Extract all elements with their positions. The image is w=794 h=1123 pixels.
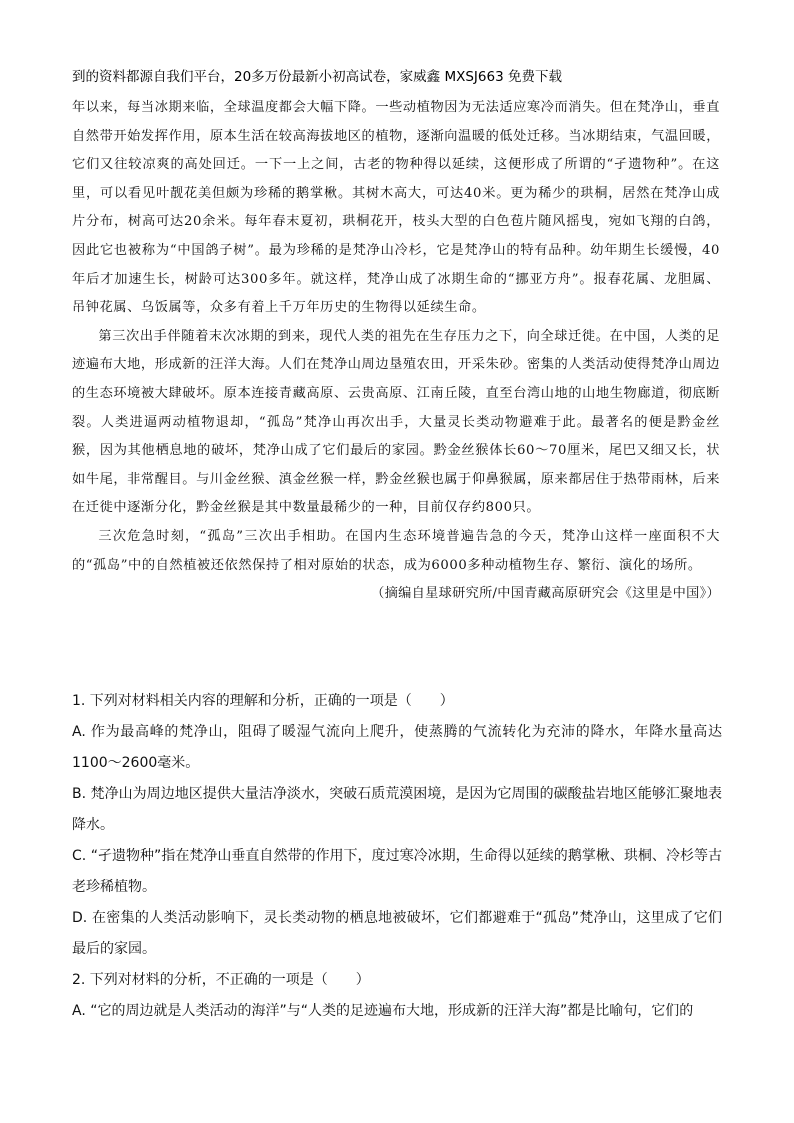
question-1-option-d: D. 在密集的人类活动影响下，灵长类动物的栖息地被破坏，它们都避难于“孤岛”梵净山，这里成了它们最后的家园。: [72, 910, 722, 957]
article-paragraph: 年以来，每当冰期来临，全球温度都会大幅下降。一些动植物因为无法适应寒冷而消失。但在梵净山，垂直自然带开始发挥作用，原本生活在较高海拔地区的植物，逐渐向温暖的低处迁移。当冰期结束，气温回暖，它们又往较凉爽的高处回迁。一下一上之间，古老的物种得以延续，这便形成了所谓的“孑遗物种”。在这里，可以看见叶靓花美但颇为珍稀的鹅掌楸。其树木高大，可达40米。更为稀少的珙桐，居然在梵净山成片分布，树高可达20余米。每年春末夏初，珙桐花开，枝头大型的白色苞片随风摇曳，宛如飞翔的白鸽，因此它也被称为“中国鸽子树”。最为珍稀的是梵净山冷杉，它是梵净山的特有品种。幼年期生长缓慢，40年后才加速生长，树龄可达300多年。就这样，梵净山成了冰期生命的“挪亚方舟”。报春花属、龙胆属、吊钟花属、乌饭属等，众多有着上千万年历史的生物得以延续生命。: [72, 100, 721, 316]
question-1-option-c: C. “孑遗物种”指在梵净山垂直自然带的作用下，度过寒冷冰期，生命得以延续的鹅掌楸、珙桐、冷杉等古老珍稀植物。: [72, 848, 722, 895]
question-1-option-b: B. 梵净山为周边地区提供大量洁净淡水，突破石质荒漠困境，是因为它周围的碳酸盐岩地区能够汇聚地表降水。: [72, 786, 722, 833]
question-2-option-a: A. “它的周边就是人类活动的海洋”与“人类的足迹遍布大地，形成新的汪洋大海”都是比喻句，它们的: [72, 1003, 694, 1019]
question-1-option-a: A. 作为最高峰的梵净山，阻碍了暖湿气流向上爬升，使蒸腾的气流转化为充沛的降水，年降水量高达1100～2600毫米。: [72, 724, 722, 771]
article-paragraph: 三次危急时刻，“孤岛”三次出手相助。在国内生态环境普遍告急的今天，梵净山这样一座面积不大的“孤岛”中的自然植被还依然保持了相对原始的状态，成为6000多种动植物生存、繁衍、演化的场所。: [72, 528, 720, 573]
article-source: （摘编自星球研究所/中国青藏高原研究会《这里是中国》）: [371, 586, 720, 602]
question-section: [72, 686, 722, 1027]
download-notice: 到的资料都源自我们平台，20多万份最新小初高试卷，家威鑫 MXSJ663 免费下载: [72, 69, 562, 85]
article-paragraph: 第三次出手伴随着末次冰期的到来，现代人类的祖先在生存压力之下，向全球迁徙。在中国，人类的足迹遍布大地，形成新的汪洋大海。人们在梵净山周边垦殖农田，开采朱砂。密集的人类活动使得梵净山周边的生态环境被大肆破坏。原本连接青藏高原、云贵高原、江南丘陵，直至台湾山地的山地生物廊道，彻底断裂。人类进逼两动植物退却，“孤岛”梵净山再次出手，大量灵长类动物避难于此。最著名的便是黔金丝猴，因为其他栖息地的破坏，梵净山成了它们最后的家园。黔金丝猴体长60～70厘米，尾巴又细又长，状如牛尾，非常醒目。与川金丝猴、滇金丝猴一样，黔金丝猴也属于仰鼻猴属，原来都居住于热带雨林，后来在迁徙中逐渐分化，黔金丝猴是其中数量最稀少的一种，目前仅存约800只。: [72, 328, 721, 516]
question-1-stem: 1. 下列对材料相关内容的理解和分析，正确的一项是（ ）: [72, 693, 454, 709]
question-2-stem: 2. 下列对材料的分析，不正确的一项是（ ）: [72, 972, 370, 988]
article-body: [72, 94, 720, 609]
